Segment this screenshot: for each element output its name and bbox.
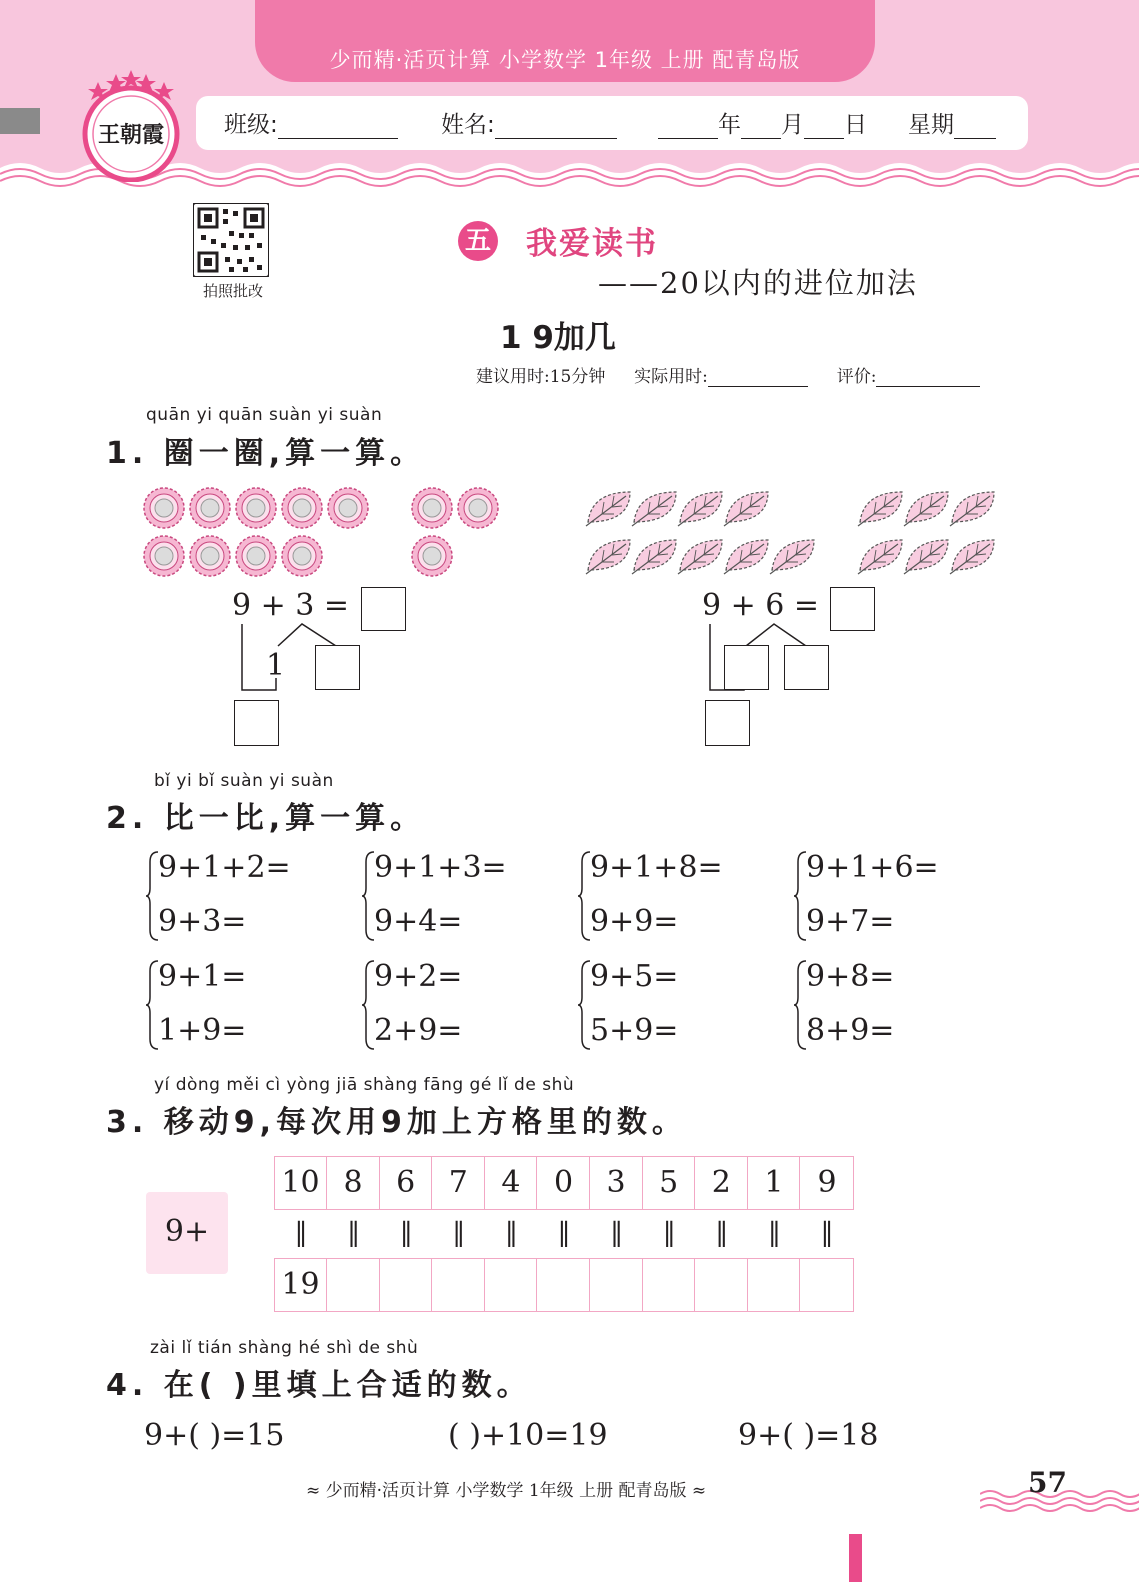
q3-top-cell: 7 xyxy=(433,1157,485,1209)
q3-answer-cell[interactable] xyxy=(485,1259,537,1311)
flower-icon xyxy=(190,488,230,528)
q2-expression-bottom[interactable]: 9+7= xyxy=(806,904,895,939)
leaf-icon xyxy=(858,540,902,574)
q3-answer-cell[interactable] xyxy=(433,1259,485,1311)
class-label: 班级: xyxy=(224,112,278,138)
weekday-label: 星期 xyxy=(908,112,954,138)
bottom-marker xyxy=(849,1534,862,1582)
date-field[interactable] xyxy=(658,106,867,139)
leaf-icon xyxy=(950,540,994,574)
q3-answer-cell[interactable] xyxy=(801,1259,853,1311)
q3-top-cell: 1 xyxy=(748,1157,800,1209)
leaf-icon xyxy=(586,492,630,526)
suggested-time: 建议用时:15分钟 xyxy=(476,367,606,387)
series-title: 少而精·活页计算 小学数学 1年级 上册 配青岛版 xyxy=(329,48,801,72)
q3-answer-cell[interactable] xyxy=(696,1259,748,1311)
name-label: 姓名: xyxy=(441,112,495,138)
q3-equals-mark: ‖ xyxy=(504,1218,518,1248)
name-field[interactable] xyxy=(441,106,617,139)
leaf-icon xyxy=(950,492,994,526)
q3-prefix: 9+ xyxy=(164,1214,210,1249)
q2-expression-top[interactable]: 9+5= xyxy=(590,959,679,994)
q2-expression-bottom[interactable]: 2+9= xyxy=(374,1013,463,1048)
q3-top-cell: 8 xyxy=(328,1157,380,1209)
q1-left-split-box[interactable] xyxy=(315,645,360,690)
q3-equals-mark: ‖ xyxy=(820,1218,834,1248)
flower-icon xyxy=(236,488,276,528)
q4-item-2[interactable]: ( )+10=19 xyxy=(448,1418,608,1453)
q2-pinyin: bǐ yi bǐ suàn yi suàn xyxy=(154,771,334,791)
leaf-icon xyxy=(678,540,722,574)
q3-top-cell: 4 xyxy=(485,1157,537,1209)
q3-top-cell: 5 xyxy=(643,1157,695,1209)
q1-left-split-number: 1 xyxy=(266,648,286,683)
actual-time-label: 实际用时: xyxy=(634,367,708,387)
q3-top-cell: 0 xyxy=(538,1157,590,1209)
q2-expression-bottom[interactable]: 9+9= xyxy=(590,904,679,939)
q1-title: 1. 圈一圈,算一算。 xyxy=(106,436,426,471)
unit-subtitle: ——20以内的进位加法 xyxy=(598,266,918,300)
q3-equals-mark: ‖ xyxy=(557,1218,571,1248)
weekday-field[interactable] xyxy=(908,106,996,139)
brand-logo xyxy=(78,70,184,182)
flower-icon xyxy=(412,488,452,528)
q3-top-cell: 10 xyxy=(275,1157,327,1209)
q2-group xyxy=(146,850,346,945)
leaf-icon xyxy=(904,540,948,574)
leaf-icon xyxy=(678,492,722,526)
q3-top-cell: 9 xyxy=(817,1165,837,1200)
evaluation-blank[interactable] xyxy=(876,368,980,387)
flower-icon xyxy=(144,488,184,528)
year-blank[interactable] xyxy=(658,116,718,139)
q2-group xyxy=(578,850,778,945)
name-blank[interactable] xyxy=(495,116,617,139)
q3-equals-mark: ‖ xyxy=(610,1218,624,1248)
q3-equals-mark: ‖ xyxy=(399,1218,413,1248)
leaf-picture xyxy=(578,484,1008,580)
time-row xyxy=(476,362,980,387)
q3-equals-mark: ‖ xyxy=(347,1218,361,1248)
leaf-icon xyxy=(586,540,630,574)
side-tab-marker xyxy=(0,108,40,134)
q3-equals-mark: ‖ xyxy=(767,1218,781,1248)
page-number: 57 xyxy=(1028,1466,1067,1499)
q2-expression-bottom[interactable]: 5+9= xyxy=(590,1013,679,1048)
actual-time-blank[interactable] xyxy=(708,368,808,387)
year-label: 年 xyxy=(718,112,741,138)
q3-answer-cell[interactable] xyxy=(591,1259,643,1311)
q3-equals-mark: ‖ xyxy=(715,1218,729,1248)
q2-group xyxy=(146,959,346,1054)
q2-expression-bottom[interactable]: 9+4= xyxy=(374,904,463,939)
lesson-title: 1 9加几 xyxy=(500,320,616,356)
q1-right-equation: 9 + 6 = xyxy=(702,588,820,623)
day-label: 日 xyxy=(844,112,867,138)
class-blank[interactable] xyxy=(278,116,398,139)
q3-title: 3. 移动9,每次用9加上方格里的数。 xyxy=(106,1105,687,1140)
q2-group xyxy=(794,959,994,1054)
q3-answer-cell[interactable] xyxy=(380,1259,432,1311)
q3-answer-cell[interactable] xyxy=(748,1259,800,1311)
footer-series-text: ≈ 少而精·活页计算 小学数学 1年级 上册 配青岛版 ≈ xyxy=(306,1481,707,1501)
leaf-icon xyxy=(724,492,768,526)
class-field[interactable] xyxy=(224,106,398,139)
flower-icon xyxy=(282,488,322,528)
qr-label: 拍照批改 xyxy=(202,282,263,300)
q3-equals-mark: ‖ xyxy=(294,1218,308,1248)
q4-pinyin: zài lǐ tián shàng hé shì de shù xyxy=(150,1338,419,1358)
leaf-icon xyxy=(770,540,814,574)
q3-top-cell: 2 xyxy=(696,1157,748,1209)
flower-icon xyxy=(236,536,276,576)
q1-left-equation: 9 + 3 = xyxy=(232,588,350,623)
q3-answer-cell[interactable] xyxy=(538,1259,590,1311)
q2-expression-top[interactable]: 9+1+8= xyxy=(590,850,723,885)
q1-left-answer-box[interactable] xyxy=(361,587,406,631)
q3-top-cell: 3 xyxy=(591,1157,643,1209)
unit-number-badge: 五 xyxy=(458,221,498,261)
q2-group xyxy=(362,959,562,1054)
svg-text:王朝霞: 王朝霞 xyxy=(97,122,165,148)
leaf-icon xyxy=(632,540,676,574)
q1-right-result-box[interactable] xyxy=(705,700,750,746)
flower-icon xyxy=(328,488,368,528)
flower-icon xyxy=(144,536,184,576)
q2-expression-bottom[interactable]: 1+9= xyxy=(158,1013,247,1048)
q2-expression-top[interactable]: 9+1+2= xyxy=(158,850,291,885)
leaf-icon xyxy=(858,492,902,526)
q3-answer-cell[interactable] xyxy=(328,1259,380,1311)
q2-group xyxy=(362,850,562,945)
qr-code-icon[interactable] xyxy=(193,203,269,277)
leaf-icon xyxy=(904,492,948,526)
q3-answer-cell[interactable] xyxy=(643,1259,695,1311)
q2-expression-bottom[interactable]: 8+9= xyxy=(806,1013,895,1048)
q3-answer-cell[interactable]: 19 xyxy=(275,1259,327,1311)
q2-expression-top[interactable]: 9+2= xyxy=(374,959,463,994)
q2-group xyxy=(794,850,994,945)
flower-icon xyxy=(190,536,230,576)
q2-expression-top[interactable]: 9+1+3= xyxy=(374,850,507,885)
q2-expression-top[interactable]: 9+1= xyxy=(158,959,247,994)
leaf-icon xyxy=(632,492,676,526)
q1-pinyin: quān yi quān suàn yi suàn xyxy=(146,405,383,425)
q2-title: 2. 比一比,算一算。 xyxy=(106,801,426,836)
q1-left-result-box[interactable] xyxy=(234,700,279,746)
q2-expression-bottom[interactable]: 9+3= xyxy=(158,904,247,939)
q4-title: 4. 在( )里填上合适的数。 xyxy=(106,1368,532,1403)
q1-right-split-box-1[interactable] xyxy=(724,645,769,690)
flower-icon xyxy=(282,536,322,576)
q3-equals-mark: ‖ xyxy=(452,1218,466,1248)
leaf-icon xyxy=(724,540,768,574)
month-label: 月 xyxy=(781,112,804,138)
unit-title: 我爱读书 xyxy=(526,226,658,262)
flower-picture xyxy=(140,484,510,580)
q4-item-1[interactable]: 9+( )=15 xyxy=(144,1418,285,1453)
q2-expression-top[interactable]: 9+1+6= xyxy=(806,850,939,885)
weekday-blank[interactable] xyxy=(954,116,996,139)
month-blank[interactable] xyxy=(741,116,781,139)
q3-top-cell: 6 xyxy=(380,1157,432,1209)
flower-icon xyxy=(412,536,452,576)
q2-group xyxy=(578,959,778,1054)
q3-equals-mark: ‖ xyxy=(662,1218,676,1248)
q3-pinyin: yí dòng měi cì yòng jiā shàng fāng gé lǐ de shù xyxy=(154,1075,575,1095)
flower-icon xyxy=(458,488,498,528)
day-blank[interactable] xyxy=(804,116,844,139)
evaluation-label: 评价: xyxy=(836,367,877,387)
q1-right-split-box-2[interactable] xyxy=(784,645,829,690)
q4-item-3[interactable]: 9+( )=18 xyxy=(738,1418,879,1453)
q2-expression-top[interactable]: 9+8= xyxy=(806,959,895,994)
